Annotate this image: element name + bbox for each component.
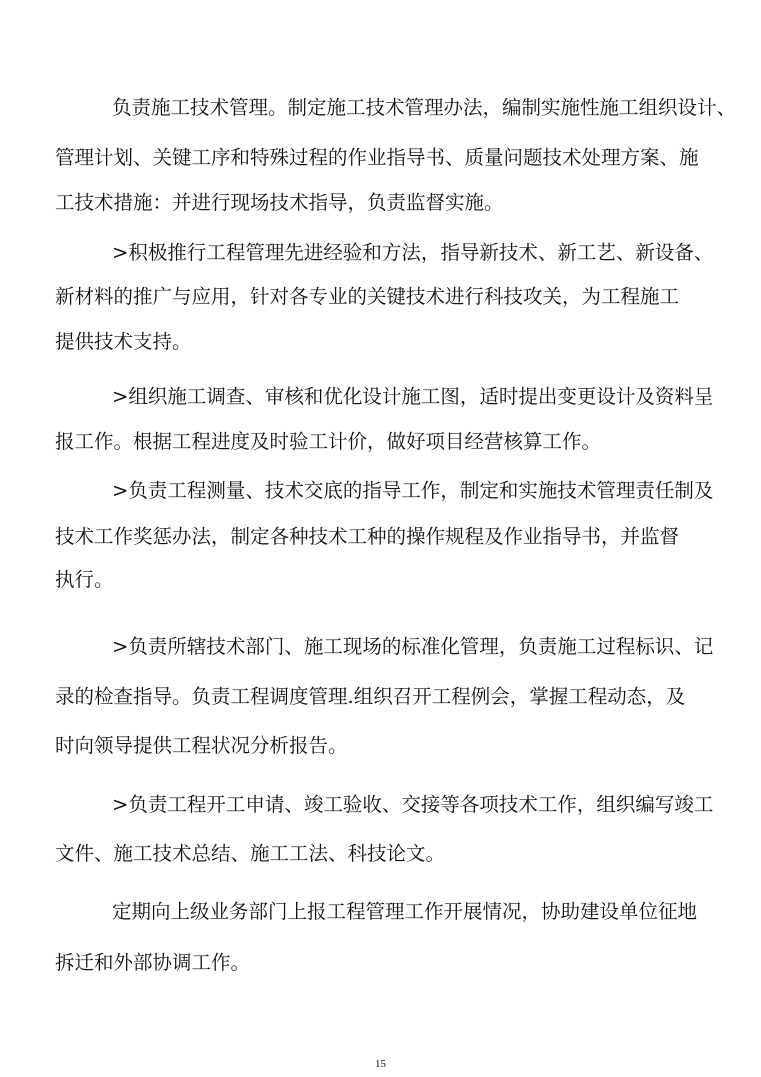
- text-line: 技术工作奖惩办法，制定各种技术工种的操作规程及作业指导书，并监督: [55, 525, 680, 548]
- text-line: 工技术措施：并进行现场技术指导，负责监督实施。: [55, 191, 504, 214]
- text-line: >负责工程测量、技术交底的指导工作，制定和实施技术管理责任制及: [112, 479, 714, 502]
- page-number: 15: [375, 1058, 386, 1070]
- text-line: 拆迁和外部协调工作。: [55, 951, 251, 974]
- text-line: >负责所辖技术部门、施工现场的标准化管理，负责施工过程标识、记: [112, 635, 714, 658]
- text-line: >积极推行工程管理先进经验和方法，指导新技术、新工艺、新设备、: [112, 241, 714, 264]
- text-line: 提供技术支持。: [55, 330, 192, 353]
- text-line: 文件、施工技术总结、施工工法、科技论文。: [55, 842, 446, 865]
- text-line: 负责施工技术管理。制定施工技术管理办法，编制实施性施工组织设计、: [112, 96, 737, 119]
- text-line: 执行。: [55, 568, 114, 591]
- text-line: 管理计划、关键工序和特殊过程的作业指导书、质量问题技术处理方案、施: [55, 146, 699, 169]
- text-line: 新材料的推广与应用，针对各专业的关键技术进行科技攻关，为工程施工: [55, 285, 680, 308]
- text-line: 录的检查指导。负责工程调度管理.组织召开工程例会，掌握工程动态，及: [55, 685, 686, 708]
- text-line: 时向领导提供工程状况分析报告。: [55, 734, 348, 757]
- text-line: 报工作。根据工程进度及时验工计价，做好项目经营核算工作。: [55, 430, 602, 453]
- text-line: >负责工程开工申请、竣工验收、交接等各项技术工作，组织编写竣工: [112, 793, 714, 816]
- text-line: 定期向上级业务部门上报工程管理工作开展情况，协助建设单位征地: [112, 900, 698, 923]
- text-line: >组织施工调查、审核和优化设计施工图，适时提出变更设计及资料呈: [112, 385, 714, 408]
